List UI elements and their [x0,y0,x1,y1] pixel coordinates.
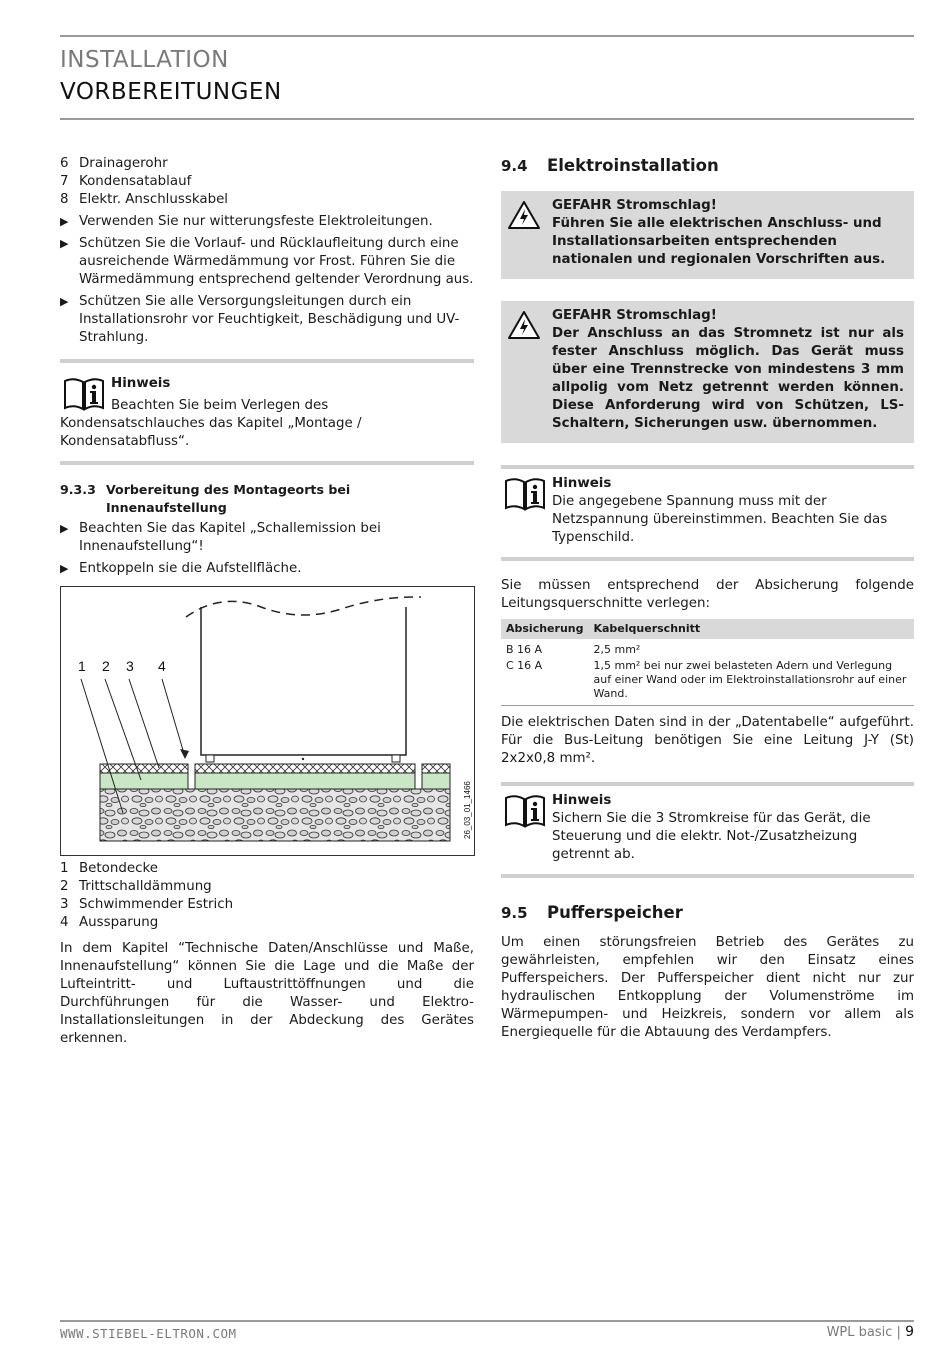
electrical-data-paragraph: Die elektrischen Daten sind in der „Datentabelle“ aufgeführt. Für die Bus-Leitung benötigen Sie eine Leitung J-Y (St) 2x2x0,8 mm². [501,715,914,766]
figure-label-4: 4 [158,658,166,674]
section-number: 9.3.3 [60,482,96,497]
warning-box [501,191,914,279]
hint-divider-top [60,359,474,363]
bullet-item [60,520,474,556]
hint-body: Beachten Sie beim Verlegen des Kondensatschlauches das Kapitel „Montage / Kondensatabfluss“. [60,398,362,449]
left-column [60,155,474,1048]
footer-url: WWW.STIEBEL-ELTRON.COM [60,1326,237,1341]
section-heading-95 [501,902,914,924]
section-title: INSTALLATION [60,47,229,73]
bullet-text: Entkoppeln sie die Aufstellfläche. [79,561,302,576]
legend-num: 7 [60,174,69,189]
bullet-text: Beachten Sie das Kapitel „Schallemission bei Innenaufstellung“! [79,521,381,554]
hint-box [60,375,474,461]
footer-separator: | [896,1325,901,1340]
buffer-paragraph: Um einen störungsfreien Betrieb des Gerätes zu gewährleisten, empfehlen wir den Einsatz eines Pufferspeichers. Der Pufferspeicher dient nicht nur zur hydraulischen Entkopplung der Volumenströme im Wärmepumpen- und Heizkreis, sondern vor allem als Energiequelle für die Abtauung des Verdampfers. [501,935,914,1040]
bullet-item [60,560,474,578]
legend-item [60,191,474,209]
footer-rule [60,1320,914,1322]
page-number: 9 [905,1324,914,1340]
cable-table [501,619,914,706]
section-heading-text: Vorbereitung des Montageorts bei Innenaufstellung [106,482,351,515]
table-row [501,639,914,658]
figure-label-2: 2 [102,658,110,674]
bullet-text: Schützen Sie die Vorlauf- und Rücklaufleitung durch eine ausreichende Wärmedämmung vor Frost. Führen Sie die Wärmedämmung entsprechend geltender Verordnung aus. [79,236,474,287]
legend-num: 6 [60,156,69,171]
info-book-icon [62,377,106,411]
floor-diagram [61,587,474,855]
info-book-icon [503,477,547,511]
legend-text: Trittschalldämmung [79,879,212,894]
triangle-right-icon: ▶ [60,562,69,575]
triangle-right-icon: ▶ [60,295,69,308]
legend-num: 2 [60,879,69,894]
legend-item [60,155,474,173]
figure-label-1: 1 [78,658,86,674]
cable-paragraph: Sie müssen entsprechend der Absicherung folgende Leitungsquerschnitte verlegen: [501,578,914,611]
legend-text: Aussparung [79,915,159,930]
section-heading-text: Elektroinstallation [547,156,719,175]
hint-title: Hinweis [111,376,171,391]
section-number: 9.5 [501,904,528,922]
subsection-title: VORBEREITUNGEN [60,79,282,105]
legend-text: Elektr. Anschlusskabel [79,192,229,207]
legend-text: Schwimmender Estrich [79,897,234,912]
warning-title: GEFAHR Stromschlag! [552,198,717,213]
bullets-top [60,213,474,347]
legend-text: Drainagerohr [79,156,168,171]
right-column [501,155,914,1042]
legend-item [60,878,474,896]
footer-page [827,1323,914,1342]
warning-body: Der Anschluss an das Stromnetz ist nur als fester Anschluss möglich. Das Gerät muss über eine Trennstrecke von mindestens 3 mm allpolig vom Netz getrennt werden können. Diese Anforderung wird von Schützen, LS-Schaltern, Sicherungen usw. übernommen. [552,326,904,431]
legend-num: 8 [60,192,69,207]
hint-divider-top [501,782,914,786]
triangle-right-icon: ▶ [60,237,69,250]
floor-installation-figure [60,586,475,856]
hint-body: Sichern Sie die 3 Stromkreise für das Gerät, die Steuerung und die elektr. Not-/Zusatzheizung getrennt ab. [552,811,871,862]
section-heading-933 [60,481,474,517]
hint-body: Die angegebene Spannung muss mit der Netzspannung übereinstimmen. Beachten Sie das Typenschild. [552,494,888,545]
legend-figure [60,860,474,932]
triangle-right-icon: ▶ [60,522,69,535]
installation-paragraph: In dem Kapitel “Technische Daten/Anschlüsse und Maße, Innenaufstellung“ können Sie die Lage und die Maße der Lufteintritt- und Luftaustrittöffnungen und die Durchführungen für die Wasser- und Elektro-Installationsleitungen in der Abdeckung des Gerätes erkennen. [60,941,474,1046]
table-cell: 2,5 mm² [593,643,641,656]
section-heading-text: Pufferspeicher [547,903,683,922]
triangle-right-icon: ▶ [60,215,69,228]
figure-label-3: 3 [126,658,134,674]
legend-item [60,173,474,191]
hint-divider-bottom [60,461,474,465]
section-number: 9.4 [501,157,528,175]
bullet-text: Verwenden Sie nur witterungsfeste Elektroleitungen. [79,214,433,229]
section-heading-94 [501,155,914,177]
legend-text: Kondensatablauf [79,174,192,189]
header-rule-top [60,35,914,37]
legend-item [60,914,474,932]
warning-box [501,301,914,443]
bullet-item [60,293,474,347]
table-cell: C 16 A [501,658,588,706]
legend-item [60,860,474,878]
hint-box [501,792,914,874]
electric-hazard-icon [507,310,541,340]
figure-code: 26_03_01_1466 [463,781,472,839]
legend-item [60,896,474,914]
table-row [501,658,914,706]
table-cell: B 16 A [506,643,543,656]
hint-divider-top [501,465,914,469]
hint-title: Hinweis [552,476,612,491]
legend-num: 4 [60,915,69,930]
legend-num: 3 [60,897,69,912]
header-rule-bottom [60,118,914,120]
table-cell: 1,5 mm² bei nur zwei belasteten Adern und Verlegung auf einer Wand oder im Elektroinstallationsrohr auf einer Wand. [588,658,914,706]
hint-title: Hinweis [552,793,612,808]
table-header: Kabelquerschnitt [588,619,914,639]
warning-body: Führen Sie alle elektrischen Anschluss- und Installationsarbeiten entsprechenden nationalen und regionalen Vorschriften aus. [552,216,886,267]
electric-hazard-icon [507,200,541,230]
table-header: Absicherung [501,619,588,639]
footer-product: WPL basic [826,1325,893,1340]
hint-divider-bottom [501,874,914,878]
info-book-icon [503,794,547,828]
bullet-text: Schützen Sie alle Versorgungsleitungen durch ein Installationsrohr vor Feuchtigkeit, Beschädigung und UV-Strahlung. [79,294,460,345]
bullets-933 [60,520,474,578]
legend-num: 1 [60,861,69,876]
hint-divider-bottom [501,557,914,561]
legend-top [60,155,474,209]
hint-box [501,475,914,557]
bullet-item [60,213,474,231]
bullet-item [60,235,474,289]
warning-title: GEFAHR Stromschlag! [552,308,717,323]
legend-text: Betondecke [79,861,158,876]
